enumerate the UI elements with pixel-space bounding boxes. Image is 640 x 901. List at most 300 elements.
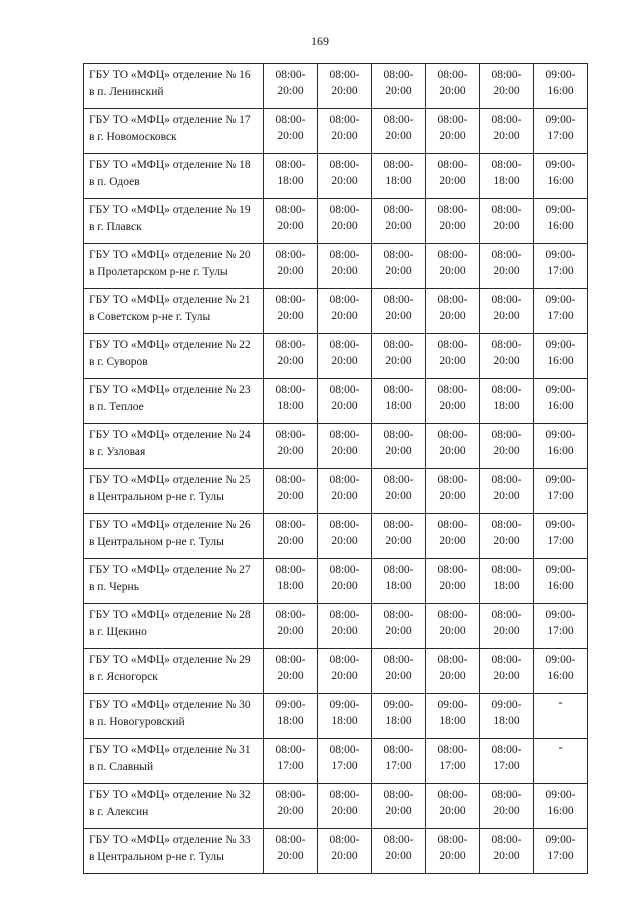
hours-cell — [480, 694, 534, 739]
hours-open: 08:00- — [329, 204, 360, 216]
hours-close: 20:00 — [331, 175, 358, 187]
hours-open: 08:00- — [275, 114, 306, 126]
hours-open: 08:00- — [275, 789, 306, 801]
hours-close: 17:00 — [547, 265, 574, 277]
branch-location: в г. Плавск — [89, 221, 142, 233]
hours-cell — [318, 784, 372, 829]
branch-cell — [84, 154, 264, 199]
branch-cell — [84, 424, 264, 469]
hours-close: 20:00 — [331, 355, 358, 367]
table-row — [84, 649, 588, 694]
hours-cell — [480, 154, 534, 199]
hours-open: 08:00- — [491, 744, 522, 756]
branch-name: ГБУ ТО «МФЦ» отделение № 18 — [89, 159, 251, 171]
hours-cell — [480, 109, 534, 154]
table-row — [84, 109, 588, 154]
branch-name: ГБУ ТО «МФЦ» отделение № 28 — [89, 609, 251, 621]
hours-open: 08:00- — [275, 834, 306, 846]
hours-cell — [426, 784, 480, 829]
branch-cell — [84, 199, 264, 244]
hours-open: 08:00- — [383, 429, 414, 441]
hours-open: 08:00- — [329, 159, 360, 171]
hours-cell — [372, 199, 426, 244]
hours-open: 09:00- — [545, 609, 576, 621]
hours-cell — [426, 424, 480, 469]
hours-cell — [318, 199, 372, 244]
hours-close: 20:00 — [385, 445, 412, 457]
schedule-body — [84, 64, 588, 874]
branch-location: в п. Теплое — [89, 401, 144, 413]
hours-cell — [480, 379, 534, 424]
branch-cell — [84, 739, 264, 784]
hours-open: 08:00- — [329, 474, 360, 486]
hours-open: 08:00- — [383, 519, 414, 531]
hours-open: 08:00- — [437, 114, 468, 126]
hours-open: 09:00- — [545, 384, 576, 396]
branch-name: ГБУ ТО «МФЦ» отделение № 29 — [89, 654, 251, 666]
hours-close: 20:00 — [439, 490, 466, 502]
hours-close: 18:00 — [439, 715, 466, 727]
hours-close: 20:00 — [277, 445, 304, 457]
hours-open: 08:00- — [437, 654, 468, 666]
hours-close: 20:00 — [331, 670, 358, 682]
hours-open: 08:00- — [329, 789, 360, 801]
hours-close: 20:00 — [331, 490, 358, 502]
hours-open: 08:00- — [329, 114, 360, 126]
hours-close: 17:00 — [547, 490, 574, 502]
hours-close: 18:00 — [493, 175, 520, 187]
hours-close: 16:00 — [547, 400, 574, 412]
hours-open: 08:00- — [383, 249, 414, 261]
hours-close: 20:00 — [493, 130, 520, 142]
hours-cell — [426, 514, 480, 559]
hours-cell — [372, 289, 426, 334]
hours-close: 20:00 — [277, 310, 304, 322]
hours-open: 08:00- — [383, 609, 414, 621]
branch-cell — [84, 64, 264, 109]
hours-close: 20:00 — [385, 850, 412, 862]
branch-location: в п. Новогуровский — [89, 716, 185, 728]
hours-cell — [372, 739, 426, 784]
hours-close: 17:00 — [439, 760, 466, 772]
hours-cell — [480, 739, 534, 784]
hours-close: 20:00 — [277, 355, 304, 367]
branch-location: в п. Ленинский — [89, 86, 164, 98]
hours-open: 09:00- — [545, 294, 576, 306]
branch-name: ГБУ ТО «МФЦ» отделение № 16 — [89, 69, 251, 81]
hours-cell — [318, 694, 372, 739]
hours-cell — [264, 469, 318, 514]
hours-cell — [318, 559, 372, 604]
hours-close: 20:00 — [385, 265, 412, 277]
table-row — [84, 289, 588, 334]
hours-open: 09:00- — [545, 114, 576, 126]
hours-open: 08:00- — [275, 204, 306, 216]
hours-cell — [264, 424, 318, 469]
hours-open: 08:00- — [275, 564, 306, 576]
branch-cell — [84, 514, 264, 559]
branch-cell — [84, 559, 264, 604]
hours-close: 20:00 — [277, 535, 304, 547]
branch-cell — [84, 469, 264, 514]
branch-name: ГБУ ТО «МФЦ» отделение № 22 — [89, 339, 251, 351]
hours-cell — [534, 424, 588, 469]
hours-cell — [480, 649, 534, 694]
hours-cell — [264, 784, 318, 829]
hours-cell — [534, 379, 588, 424]
hours-close: 20:00 — [439, 535, 466, 547]
hours-open: 08:00- — [383, 834, 414, 846]
hours-open: 08:00- — [437, 159, 468, 171]
hours-open: 08:00- — [275, 744, 306, 756]
hours-cell — [480, 334, 534, 379]
hours-close: 20:00 — [493, 355, 520, 367]
hours-cell — [534, 109, 588, 154]
hours-open: 08:00- — [383, 474, 414, 486]
hours-open: 08:00- — [491, 564, 522, 576]
hours-cell — [264, 199, 318, 244]
hours-cell — [426, 739, 480, 784]
hours-cell — [318, 829, 372, 874]
hours-cell — [264, 694, 318, 739]
hours-close: 20:00 — [493, 310, 520, 322]
hours-cell — [318, 64, 372, 109]
hours-close: 17:00 — [277, 760, 304, 772]
hours-cell — [426, 154, 480, 199]
hours-close: 18:00 — [385, 715, 412, 727]
hours-open: 08:00- — [329, 294, 360, 306]
hours-close: 20:00 — [493, 445, 520, 457]
hours-cell — [426, 199, 480, 244]
hours-close: 20:00 — [439, 175, 466, 187]
hours-close: 20:00 — [385, 670, 412, 682]
hours-open: 09:00- — [545, 564, 576, 576]
hours-open: 08:00- — [329, 384, 360, 396]
branch-location: в п. Чернь — [89, 581, 139, 593]
hours-open: 08:00- — [437, 204, 468, 216]
table-row — [84, 244, 588, 289]
hours-close: 20:00 — [277, 805, 304, 817]
hours-open: 08:00- — [437, 69, 468, 81]
table-row — [84, 379, 588, 424]
hours-close: 20:00 — [493, 670, 520, 682]
hours-cell — [480, 514, 534, 559]
branch-name: ГБУ ТО «МФЦ» отделение № 20 — [89, 249, 251, 261]
hours-close: 16:00 — [547, 670, 574, 682]
branch-cell — [84, 289, 264, 334]
hours-close: 20:00 — [331, 850, 358, 862]
hours-open: 08:00- — [329, 609, 360, 621]
branch-cell — [84, 649, 264, 694]
hours-open: 08:00- — [437, 249, 468, 261]
branch-location: в Центральном р-не г. Тулы — [89, 536, 224, 548]
hours-open: 09:00- — [545, 339, 576, 351]
hours-close: 18:00 — [331, 715, 358, 727]
branch-name: ГБУ ТО «МФЦ» отделение № 26 — [89, 519, 251, 531]
hours-open: 09:00- — [383, 699, 414, 711]
hours-open: 08:00- — [275, 159, 306, 171]
hours-close: 20:00 — [331, 220, 358, 232]
hours-close: 20:00 — [331, 400, 358, 412]
hours-close: 16:00 — [547, 220, 574, 232]
hours-close: 20:00 — [493, 265, 520, 277]
table-row — [84, 469, 588, 514]
hours-cell — [318, 469, 372, 514]
hours-close: 18:00 — [493, 580, 520, 592]
hours-open: 08:00- — [383, 294, 414, 306]
hours-close: 17:00 — [547, 625, 574, 637]
hours-cell — [534, 289, 588, 334]
hours-cell — [264, 829, 318, 874]
hours-open: 08:00- — [491, 834, 522, 846]
hours-cell — [318, 154, 372, 199]
hours-cell — [372, 829, 426, 874]
hours-open: 08:00- — [491, 474, 522, 486]
hours-close: 20:00 — [331, 130, 358, 142]
hours-cell — [534, 199, 588, 244]
hours-cell — [426, 334, 480, 379]
schedule-table — [83, 63, 588, 874]
hours-open: 09:00- — [329, 699, 360, 711]
hours-open: 09:00- — [545, 69, 576, 81]
hours-close: 18:00 — [385, 175, 412, 187]
table-row — [84, 334, 588, 379]
hours-cell — [318, 739, 372, 784]
hours-close: 20:00 — [331, 445, 358, 457]
branch-location: в Советском р-не г. Тулы — [89, 311, 211, 323]
hours-cell — [426, 559, 480, 604]
table-row — [84, 154, 588, 199]
hours-close: 17:00 — [547, 130, 574, 142]
branch-location: в п. Одоев — [89, 176, 140, 188]
hours-open: 08:00- — [383, 69, 414, 81]
hours-cell — [372, 244, 426, 289]
hours-close: 16:00 — [547, 355, 574, 367]
hours-open: 08:00- — [329, 519, 360, 531]
hours-cell — [426, 379, 480, 424]
hours-open: 09:00- — [545, 519, 576, 531]
hours-open: 08:00- — [437, 474, 468, 486]
hours-open: 08:00- — [329, 69, 360, 81]
hours-open: 09:00- — [491, 699, 522, 711]
hours-close: 20:00 — [277, 85, 304, 97]
hours-cell — [318, 424, 372, 469]
table-row — [84, 784, 588, 829]
hours-close: 18:00 — [277, 400, 304, 412]
hours-cell — [534, 829, 588, 874]
hours-close: 17:00 — [331, 760, 358, 772]
hours-cell — [480, 784, 534, 829]
hours-open: 08:00- — [437, 609, 468, 621]
hours-cell — [318, 244, 372, 289]
hours-close: 20:00 — [493, 535, 520, 547]
hours-close: 20:00 — [385, 85, 412, 97]
hours-cell — [480, 469, 534, 514]
hours-cell — [480, 829, 534, 874]
hours-cell — [372, 514, 426, 559]
hours-open: 08:00- — [329, 744, 360, 756]
hours-close: 20:00 — [331, 580, 358, 592]
hours-open: 09:00- — [545, 654, 576, 666]
branch-location: в г. Алексин — [89, 806, 149, 818]
branch-location: в Пролетарском р-не г. Тулы — [89, 266, 228, 278]
hours-close: 20:00 — [493, 805, 520, 817]
branch-cell — [84, 109, 264, 154]
hours-open: 08:00- — [275, 384, 306, 396]
hours-open: 08:00- — [491, 114, 522, 126]
hours-open: 08:00- — [491, 429, 522, 441]
hours-cell — [264, 739, 318, 784]
hours-close: 17:00 — [547, 850, 574, 862]
hours-open: 08:00- — [275, 294, 306, 306]
branch-name: ГБУ ТО «МФЦ» отделение № 25 — [89, 474, 251, 486]
hours-open: 09:00- — [437, 699, 468, 711]
hours-cell — [372, 604, 426, 649]
hours-close: 20:00 — [439, 625, 466, 637]
table-row — [84, 694, 588, 739]
hours-open: 09:00- — [545, 159, 576, 171]
hours-cell — [318, 109, 372, 154]
hours-close: 20:00 — [439, 670, 466, 682]
hours-cell — [264, 154, 318, 199]
branch-name: ГБУ ТО «МФЦ» отделение № 21 — [89, 294, 251, 306]
table-row — [84, 604, 588, 649]
hours-open: 08:00- — [275, 429, 306, 441]
hours-close: 18:00 — [277, 175, 304, 187]
hours-close: 17:00 — [385, 760, 412, 772]
table-row — [84, 514, 588, 559]
hours-open: 09:00- — [545, 429, 576, 441]
hours-open: 08:00- — [491, 249, 522, 261]
hours-close: 20:00 — [439, 850, 466, 862]
hours-open: 08:00- — [437, 294, 468, 306]
hours-open: 08:00- — [275, 609, 306, 621]
hours-close: 20:00 — [277, 220, 304, 232]
hours-close: 17:00 — [493, 760, 520, 772]
hours-open: 08:00- — [491, 609, 522, 621]
hours-close: 20:00 — [385, 130, 412, 142]
hours-close: 20:00 — [439, 310, 466, 322]
hours-cell — [372, 649, 426, 694]
branch-name: ГБУ ТО «МФЦ» отделение № 19 — [89, 204, 251, 216]
branch-location: в г. Суворов — [89, 356, 148, 368]
hours-close: 20:00 — [439, 220, 466, 232]
hours-close: 16:00 — [547, 805, 574, 817]
hours-open: 08:00- — [491, 69, 522, 81]
hours-open: 08:00- — [491, 519, 522, 531]
hours-cell — [426, 469, 480, 514]
hours-open: 08:00- — [437, 384, 468, 396]
hours-cell — [426, 289, 480, 334]
branch-cell — [84, 604, 264, 649]
hours-open: 08:00- — [329, 564, 360, 576]
hours-close: 20:00 — [493, 625, 520, 637]
hours-open: 08:00- — [491, 384, 522, 396]
hours-open: 08:00- — [437, 789, 468, 801]
hours-close: 20:00 — [277, 130, 304, 142]
hours-close: 17:00 — [547, 535, 574, 547]
hours-cell — [372, 109, 426, 154]
hours-cell — [534, 244, 588, 289]
hours-open: 08:00- — [329, 429, 360, 441]
hours-cell — [426, 244, 480, 289]
hours-cell — [534, 334, 588, 379]
hours-cell — [534, 514, 588, 559]
hours-open: 09:00- — [545, 834, 576, 846]
hours-close: 20:00 — [385, 355, 412, 367]
hours-cell — [426, 829, 480, 874]
table-row — [84, 739, 588, 784]
table-row — [84, 424, 588, 469]
hours-cell — [480, 64, 534, 109]
hours-close: 20:00 — [439, 805, 466, 817]
hours-cell: - — [534, 739, 588, 784]
branch-name: ГБУ ТО «МФЦ» отделение № 30 — [89, 699, 251, 711]
hours-close: 20:00 — [331, 535, 358, 547]
table-row — [84, 199, 588, 244]
hours-cell — [264, 244, 318, 289]
hours-close: 20:00 — [277, 670, 304, 682]
hours-cell — [534, 64, 588, 109]
hours-open: 09:00- — [545, 474, 576, 486]
hours-cell — [426, 649, 480, 694]
hours-cell — [480, 244, 534, 289]
hours-open: 08:00- — [329, 249, 360, 261]
branch-cell — [84, 784, 264, 829]
branch-cell — [84, 379, 264, 424]
hours-open: 09:00- — [545, 204, 576, 216]
branch-location: в г. Новомосковск — [89, 131, 177, 143]
hours-close: 20:00 — [439, 85, 466, 97]
hours-close: 20:00 — [277, 265, 304, 277]
hours-close: 20:00 — [385, 490, 412, 502]
branch-location: в г. Ясногорск — [89, 671, 158, 683]
hours-close: 20:00 — [331, 85, 358, 97]
hours-open: 08:00- — [275, 249, 306, 261]
branch-name: ГБУ ТО «МФЦ» отделение № 27 — [89, 564, 251, 576]
hours-open: 08:00- — [491, 789, 522, 801]
hours-cell — [318, 289, 372, 334]
hours-close: 16:00 — [547, 445, 574, 457]
hours-cell — [372, 379, 426, 424]
hours-close: 20:00 — [331, 310, 358, 322]
hours-cell — [318, 649, 372, 694]
hours-cell — [534, 604, 588, 649]
hours-open: 08:00- — [437, 834, 468, 846]
hours-close: 20:00 — [439, 355, 466, 367]
hours-cell — [426, 604, 480, 649]
branch-name: ГБУ ТО «МФЦ» отделение № 32 — [89, 789, 251, 801]
hours-open: 08:00- — [437, 519, 468, 531]
branch-name: ГБУ ТО «МФЦ» отделение № 31 — [89, 744, 251, 756]
hours-open: 08:00- — [383, 114, 414, 126]
hours-close: 20:00 — [493, 850, 520, 862]
branch-name: ГБУ ТО «МФЦ» отделение № 33 — [89, 834, 251, 846]
hours-close: 20:00 — [493, 85, 520, 97]
hours-open: 08:00- — [383, 744, 414, 756]
hours-close: 20:00 — [439, 580, 466, 592]
hours-cell — [372, 784, 426, 829]
table-row — [84, 829, 588, 874]
hours-close: 16:00 — [547, 175, 574, 187]
branch-cell — [84, 244, 264, 289]
hours-cell — [318, 604, 372, 649]
hours-cell — [264, 379, 318, 424]
hours-open: 08:00- — [491, 204, 522, 216]
hours-close: 16:00 — [547, 580, 574, 592]
hours-cell: - — [534, 694, 588, 739]
branch-location: в г. Щекино — [89, 626, 147, 638]
